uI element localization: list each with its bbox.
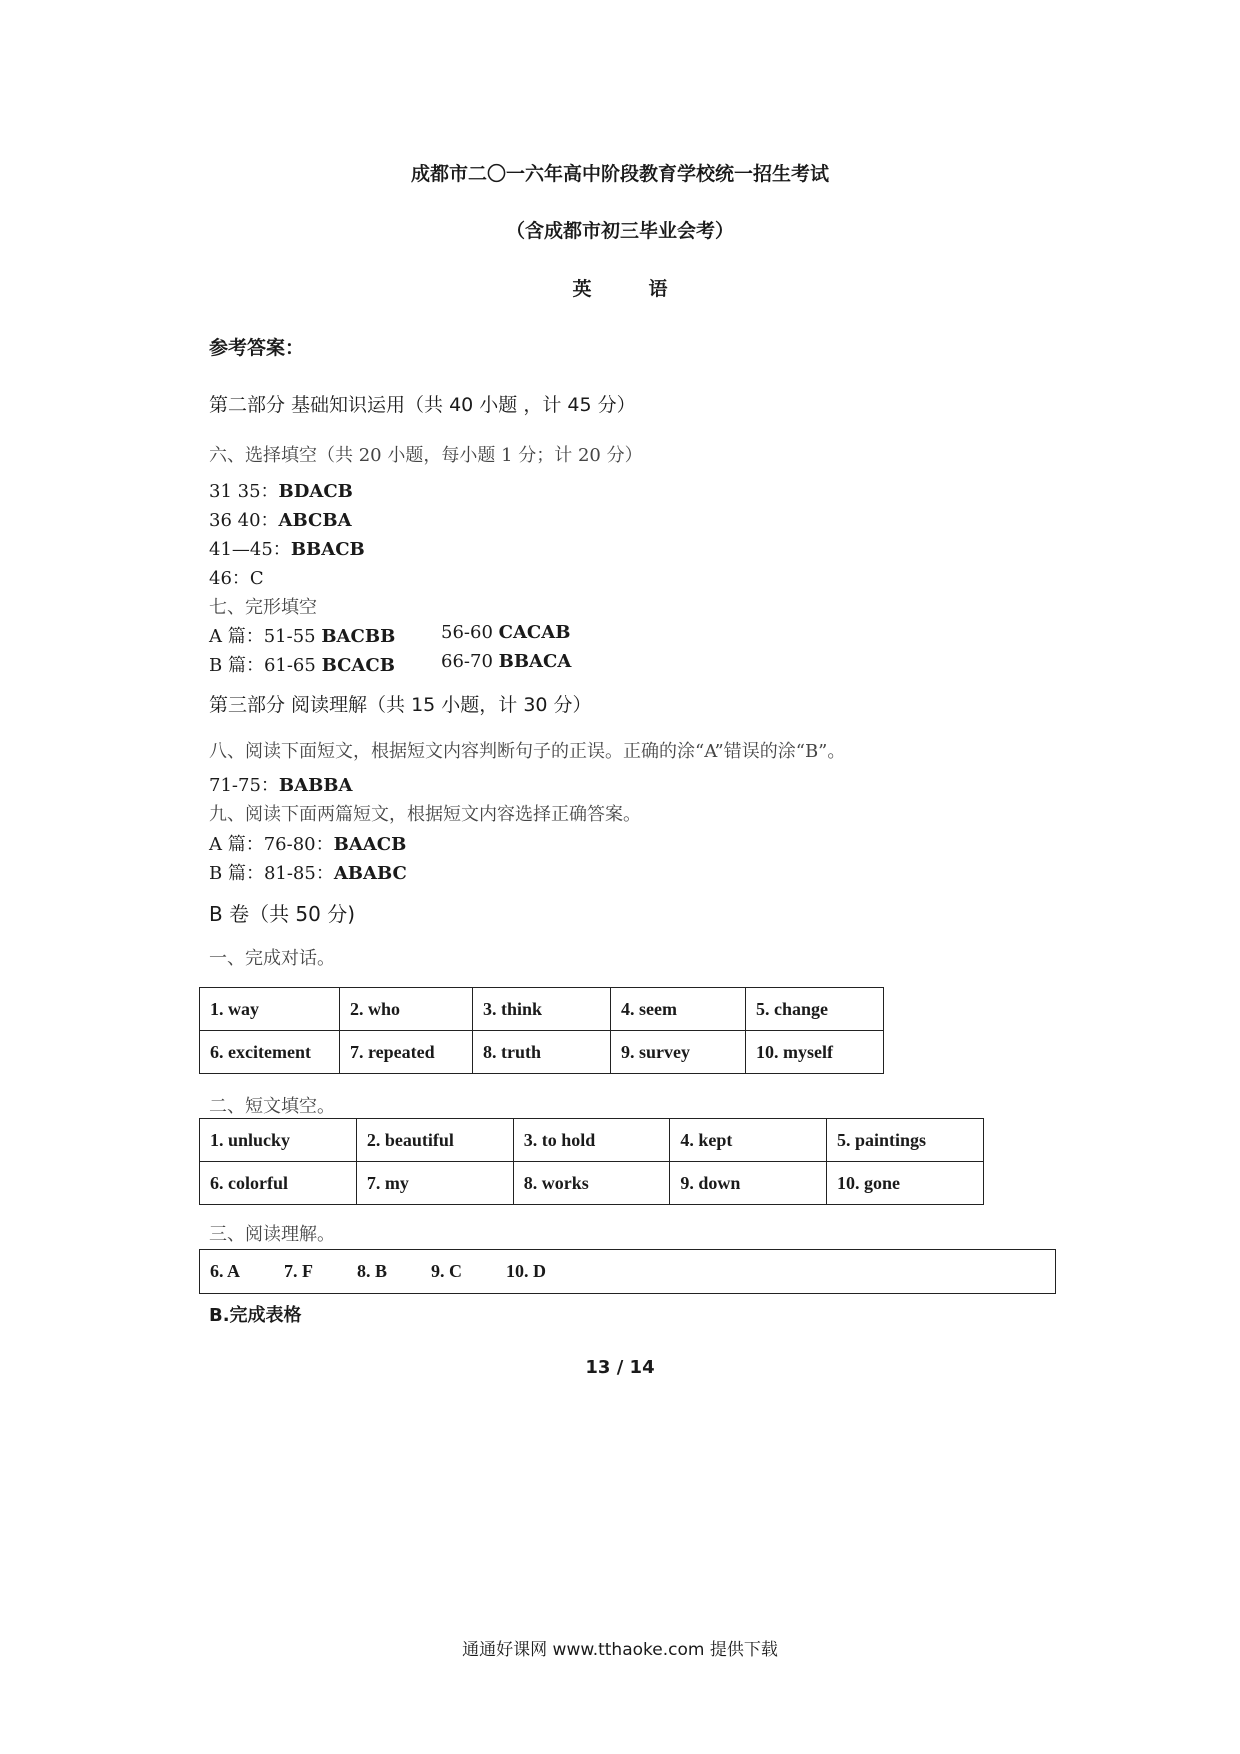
table-cell: 10. gone <box>826 1162 983 1205</box>
answer-value: BACBB <box>321 626 396 647</box>
sec6-row <box>209 564 264 590</box>
answer-item: 6. A <box>210 1261 241 1281</box>
table-cell: 7. my <box>356 1162 513 1205</box>
table-row <box>200 1031 884 1074</box>
page-number: 13 / 14 <box>585 1357 655 1378</box>
table-row <box>200 1162 984 1205</box>
answer-value: C <box>249 568 264 589</box>
sec8-row <box>209 771 352 797</box>
passage-range: 56-60 <box>441 622 499 643</box>
partB-sec1-heading: 一、完成对话。 <box>209 948 335 969</box>
answer-range: 41—45： <box>209 539 291 560</box>
answer-item: 8. B <box>357 1261 388 1281</box>
answer-range: 36 40： <box>209 510 279 531</box>
answer-value: ABCBA <box>278 510 352 531</box>
answer-value: BABBA <box>278 775 353 796</box>
table-cell: 3. to hold <box>513 1119 670 1162</box>
table-cell: 1. unlucky <box>200 1119 357 1162</box>
answer-value: BBACA <box>498 651 572 672</box>
table-row <box>200 988 884 1031</box>
partB-sec2-heading: 二、短文填空。 <box>209 1096 335 1117</box>
sec6-heading: 六、选择填空（共 20 小题，每小题 1 分；计 20 分） <box>209 445 643 466</box>
table-cell: 10. myself <box>746 1031 884 1074</box>
table-cell: 2. who <box>340 988 473 1031</box>
sec6-row <box>209 506 352 532</box>
table-cell: 2. beautiful <box>356 1119 513 1162</box>
partB-sec3-heading: 三、阅读理解。 <box>209 1224 335 1245</box>
exam-title: 成都市二〇一六年高中阶段教育学校统一招生考试 <box>410 163 829 185</box>
table-cell: 5. change <box>746 988 884 1031</box>
table-cell: 5. paintings <box>826 1119 983 1162</box>
sec8-heading: 八、阅读下面短文，根据短文内容判断句子的正误。正确的涂“A”错误的涂“B”。 <box>209 741 846 762</box>
table-row <box>200 1119 984 1162</box>
dialogue-answer-table <box>199 987 884 1074</box>
answer-value: CACAB <box>498 622 571 643</box>
sec6-row <box>209 477 353 503</box>
answer-range: 46： <box>209 568 250 589</box>
sec7-row <box>209 651 572 677</box>
answer-item: 10. D <box>506 1261 547 1281</box>
answer-range: A 篇：76-80： <box>209 834 334 855</box>
answer-group-2 <box>441 622 570 643</box>
passage-range: A 篇：51-55 <box>209 626 322 647</box>
passage-range: B 篇：61-65 <box>209 655 322 676</box>
footer-credit: 通通好课网 www.tthaoke.com 提供下载 <box>462 1640 778 1660</box>
sec7-heading: 七、完形填空 <box>209 597 317 618</box>
sec6-row <box>209 535 365 561</box>
answer-value: BAACB <box>333 834 407 855</box>
partB-heading: B 卷（共 50 分) <box>209 902 356 926</box>
answer-value: ABABC <box>333 863 407 884</box>
answer-value: BBACB <box>290 539 365 560</box>
exam-subtitle: （含成都市初三毕业会考） <box>505 220 734 242</box>
table-cell: 7. repeated <box>340 1031 473 1074</box>
answer-range: 31 35： <box>209 481 279 502</box>
table-cell: 3. think <box>473 988 611 1031</box>
sec7-row <box>209 622 571 648</box>
answer-item: 7. F <box>284 1261 314 1281</box>
part3-heading: 第三部分 阅读理解（共 15 小题，计 30 分） <box>209 694 592 716</box>
answer-range: 71-75： <box>209 775 279 796</box>
table-cell: 8. truth <box>473 1031 611 1074</box>
table-cell: 9. down <box>670 1162 827 1205</box>
subject-title: 英 语 <box>572 278 668 300</box>
table-cell: 1. way <box>200 988 340 1031</box>
table-cell: 8. works <box>513 1162 670 1205</box>
table-cell: 4. kept <box>670 1119 827 1162</box>
table-cell: 6. excitement <box>200 1031 340 1074</box>
answer-item: 9. C <box>431 1261 463 1281</box>
partB-table-heading: B.完成表格 <box>209 1305 302 1326</box>
answer-range: B 篇：81-85： <box>209 863 334 884</box>
sec9-heading: 九、阅读下面两篇短文，根据短文内容选择正确答案。 <box>209 804 641 825</box>
table-cell: 9. survey <box>611 1031 746 1074</box>
sec9-row <box>209 830 406 856</box>
table-cell: 6. colorful <box>200 1162 357 1205</box>
answer-group-2 <box>441 651 571 672</box>
answer-value: BCACB <box>321 655 395 676</box>
sec9-row <box>209 859 407 885</box>
answer-value: BDACB <box>278 481 353 502</box>
reading-answer-box <box>199 1249 1056 1294</box>
passage-range: 66-70 <box>441 651 499 672</box>
part2-heading: 第二部分 基础知识运用（共 40 小题 ，计 45 分） <box>209 394 636 416</box>
cloze-answer-table <box>199 1118 984 1205</box>
table-cell: 4. seem <box>611 988 746 1031</box>
reference-answer-label: 参考答案： <box>209 337 305 359</box>
